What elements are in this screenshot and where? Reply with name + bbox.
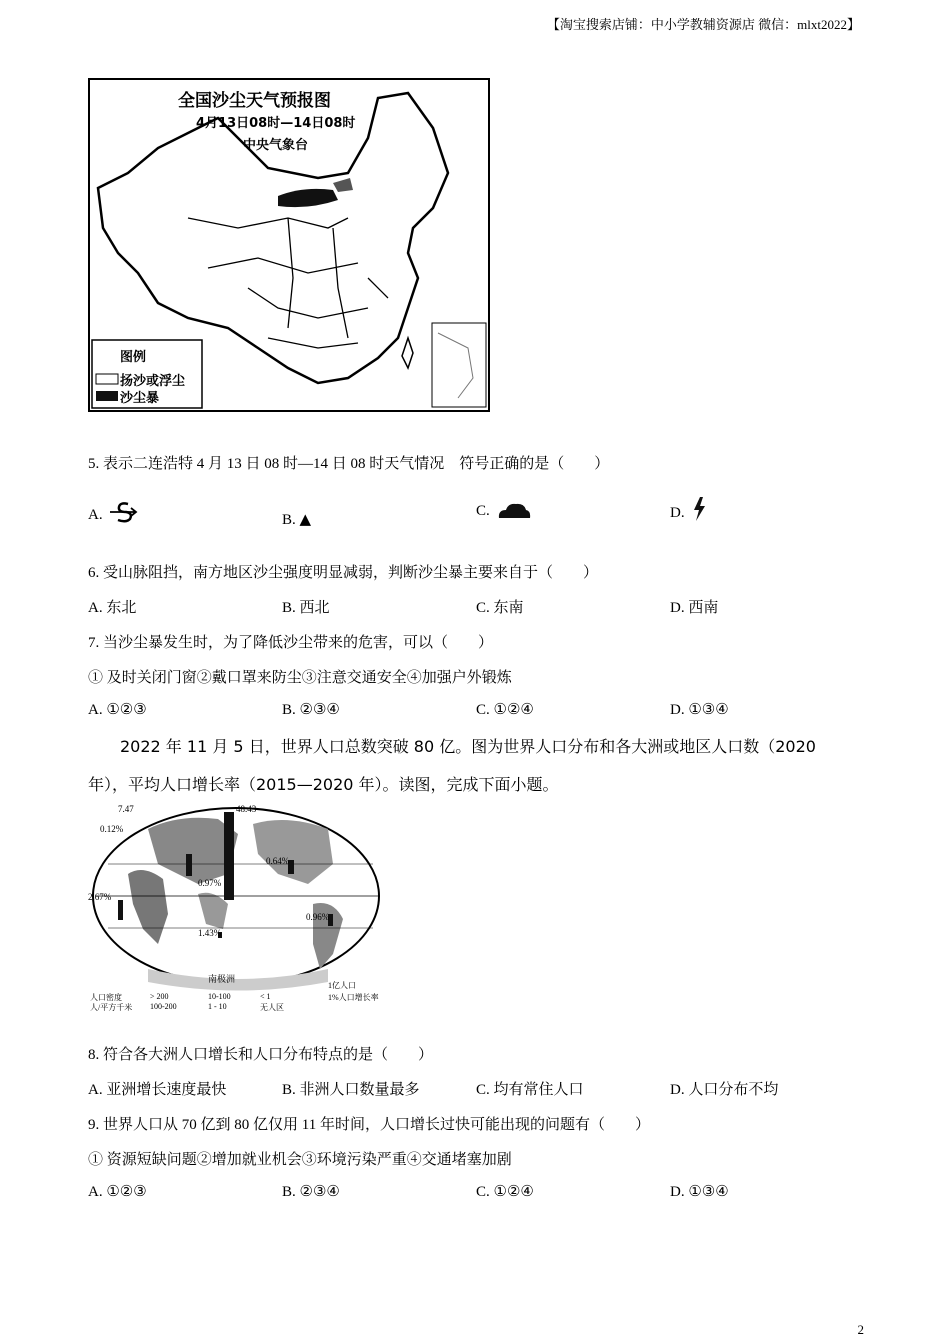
q9-option-c[interactable]: C. ①②④	[476, 1184, 534, 1200]
intro-line-2: 年），平均人口增长率（2015—2020 年）。读图，完成下面小题。	[88, 775, 559, 794]
map2-label-oceania-rate: 1.43%	[198, 928, 222, 938]
triangle-symbol-icon: ▲	[299, 510, 312, 528]
map2-legend-bar-unit: 1亿人口	[328, 981, 356, 990]
legend-title: 图例	[120, 350, 147, 365]
q8-option-b[interactable]: B. 非洲人口数量最多	[282, 1082, 420, 1098]
map-time: 4月13日08时—14日08时	[196, 116, 356, 131]
q5-option-a-label: A.	[88, 507, 103, 523]
q7-option-d[interactable]: D. ①③④	[670, 702, 729, 718]
q7-option-a[interactable]: A. ①②③	[88, 702, 147, 718]
q9-option-a[interactable]: A. ①②③	[88, 1184, 147, 1200]
question-6-stem: 6. 受山脉阻挡，南方地区沙尘强度明显减弱，判断沙尘暴主要来自于（ ）	[88, 565, 599, 581]
map2-legend-item-6: 无人区	[260, 1003, 284, 1012]
map2-legend-rate-label: 人/平方千米	[90, 1003, 133, 1012]
map2-legend-item-5: < 1	[260, 992, 271, 1001]
page-header: 【淘宝搜索店铺：中小学教辅资源店 微信：mlxt2022】	[546, 17, 860, 32]
q6-option-c[interactable]: C. 东南	[476, 600, 524, 616]
q5-option-b[interactable]	[282, 510, 311, 529]
q5-option-c-label: C.	[476, 503, 490, 519]
question-7-stem: 7. 当沙尘暴发生时，为了降低沙尘带来的危害，可以（ ）	[88, 635, 494, 651]
q6-option-a[interactable]: A. 东北	[88, 600, 137, 616]
q5-option-d[interactable]	[670, 496, 708, 522]
cloud-symbol-icon	[496, 500, 532, 520]
map2-label-europe-pop: 7.47	[118, 804, 134, 814]
legend-item-sandstorm: 沙尘暴	[120, 391, 160, 406]
q9-option-d[interactable]: D. ①③④	[670, 1184, 729, 1200]
q8-option-d[interactable]: D. 人口分布不均	[670, 1082, 779, 1098]
legend-item-floating-dust: 扬沙或浮尘	[120, 374, 186, 389]
map2-label-north-america-rate: 0.64%	[266, 856, 290, 866]
page-number: 2	[857, 1322, 864, 1337]
q7-option-b[interactable]: B. ②③④	[282, 702, 340, 718]
q5-option-b-label: B.	[282, 512, 296, 528]
world-population-map	[88, 804, 388, 1016]
map2-label-asia-pop: 48.43	[236, 804, 257, 814]
question-8-stem: 8. 符合各大洲人口增长和人口分布特点的是（ ）	[88, 1047, 434, 1063]
map-source: 中央气象台	[243, 138, 309, 153]
q5-option-a[interactable]	[88, 500, 138, 524]
q5-option-d-label: D.	[670, 505, 685, 521]
question-5-stem: 5. 表示二连浩特 4 月 13 日 08 时—14 日 08 时天气情况 符号正确的是（ ）	[88, 456, 610, 472]
map2-legend-item-3: 10-100	[208, 992, 231, 1001]
map2-label-africa-rate: 2.67%	[88, 892, 112, 902]
q8-option-c[interactable]: C. 均有常住人口	[476, 1082, 584, 1098]
map2-label-europe-rate: 0.12%	[100, 824, 124, 834]
map2-label-south-america-rate: 0.96%	[306, 912, 330, 922]
q6-option-d[interactable]: D. 西南	[670, 600, 719, 616]
q9-option-b[interactable]: B. ②③④	[282, 1184, 340, 1200]
map-title: 全国沙尘天气预报图	[178, 91, 331, 111]
intro-line-1: 2022 年 11 月 5 日，世界人口总数突破 80 亿。图为世界人口分布和各大洲或地区人口数（2020	[120, 737, 816, 756]
map2-label-antarctica: 南极洲	[208, 974, 236, 984]
q6-option-b[interactable]: B. 西北	[282, 600, 330, 616]
map2-legend-item-1: > 200	[150, 992, 169, 1001]
question-9-items: ① 资源短缺问题②增加就业机会③环境污染严重④交通堵塞加剧	[88, 1152, 512, 1168]
question-9-stem: 9. 世界人口从 70 亿到 80 亿仅用 11 年时间，人口增长过快可能出现的问题有（ ）	[88, 1117, 650, 1133]
map2-legend-rate-unit: 1%人口增长率	[328, 993, 379, 1002]
map2-legend-density-label: 人口密度	[90, 993, 122, 1002]
q5-option-c[interactable]	[476, 500, 532, 520]
q7-option-c[interactable]: C. ①②④	[476, 702, 534, 718]
sandstorm-symbol-icon	[108, 500, 138, 524]
q8-option-a[interactable]: A. 亚洲增长速度最快	[88, 1082, 227, 1098]
sandstorm-forecast-map	[88, 78, 490, 412]
map2-legend-item-4: 1 - 10	[208, 1002, 227, 1011]
map2-label-asia-rate: 0.97%	[198, 878, 222, 888]
lightning-symbol-icon	[690, 496, 708, 522]
question-7-items: ① 及时关闭门窗②戴口罩来防尘③注意交通安全④加强户外锻炼	[88, 670, 512, 686]
map2-legend-item-2: 100-200	[150, 1002, 177, 1011]
